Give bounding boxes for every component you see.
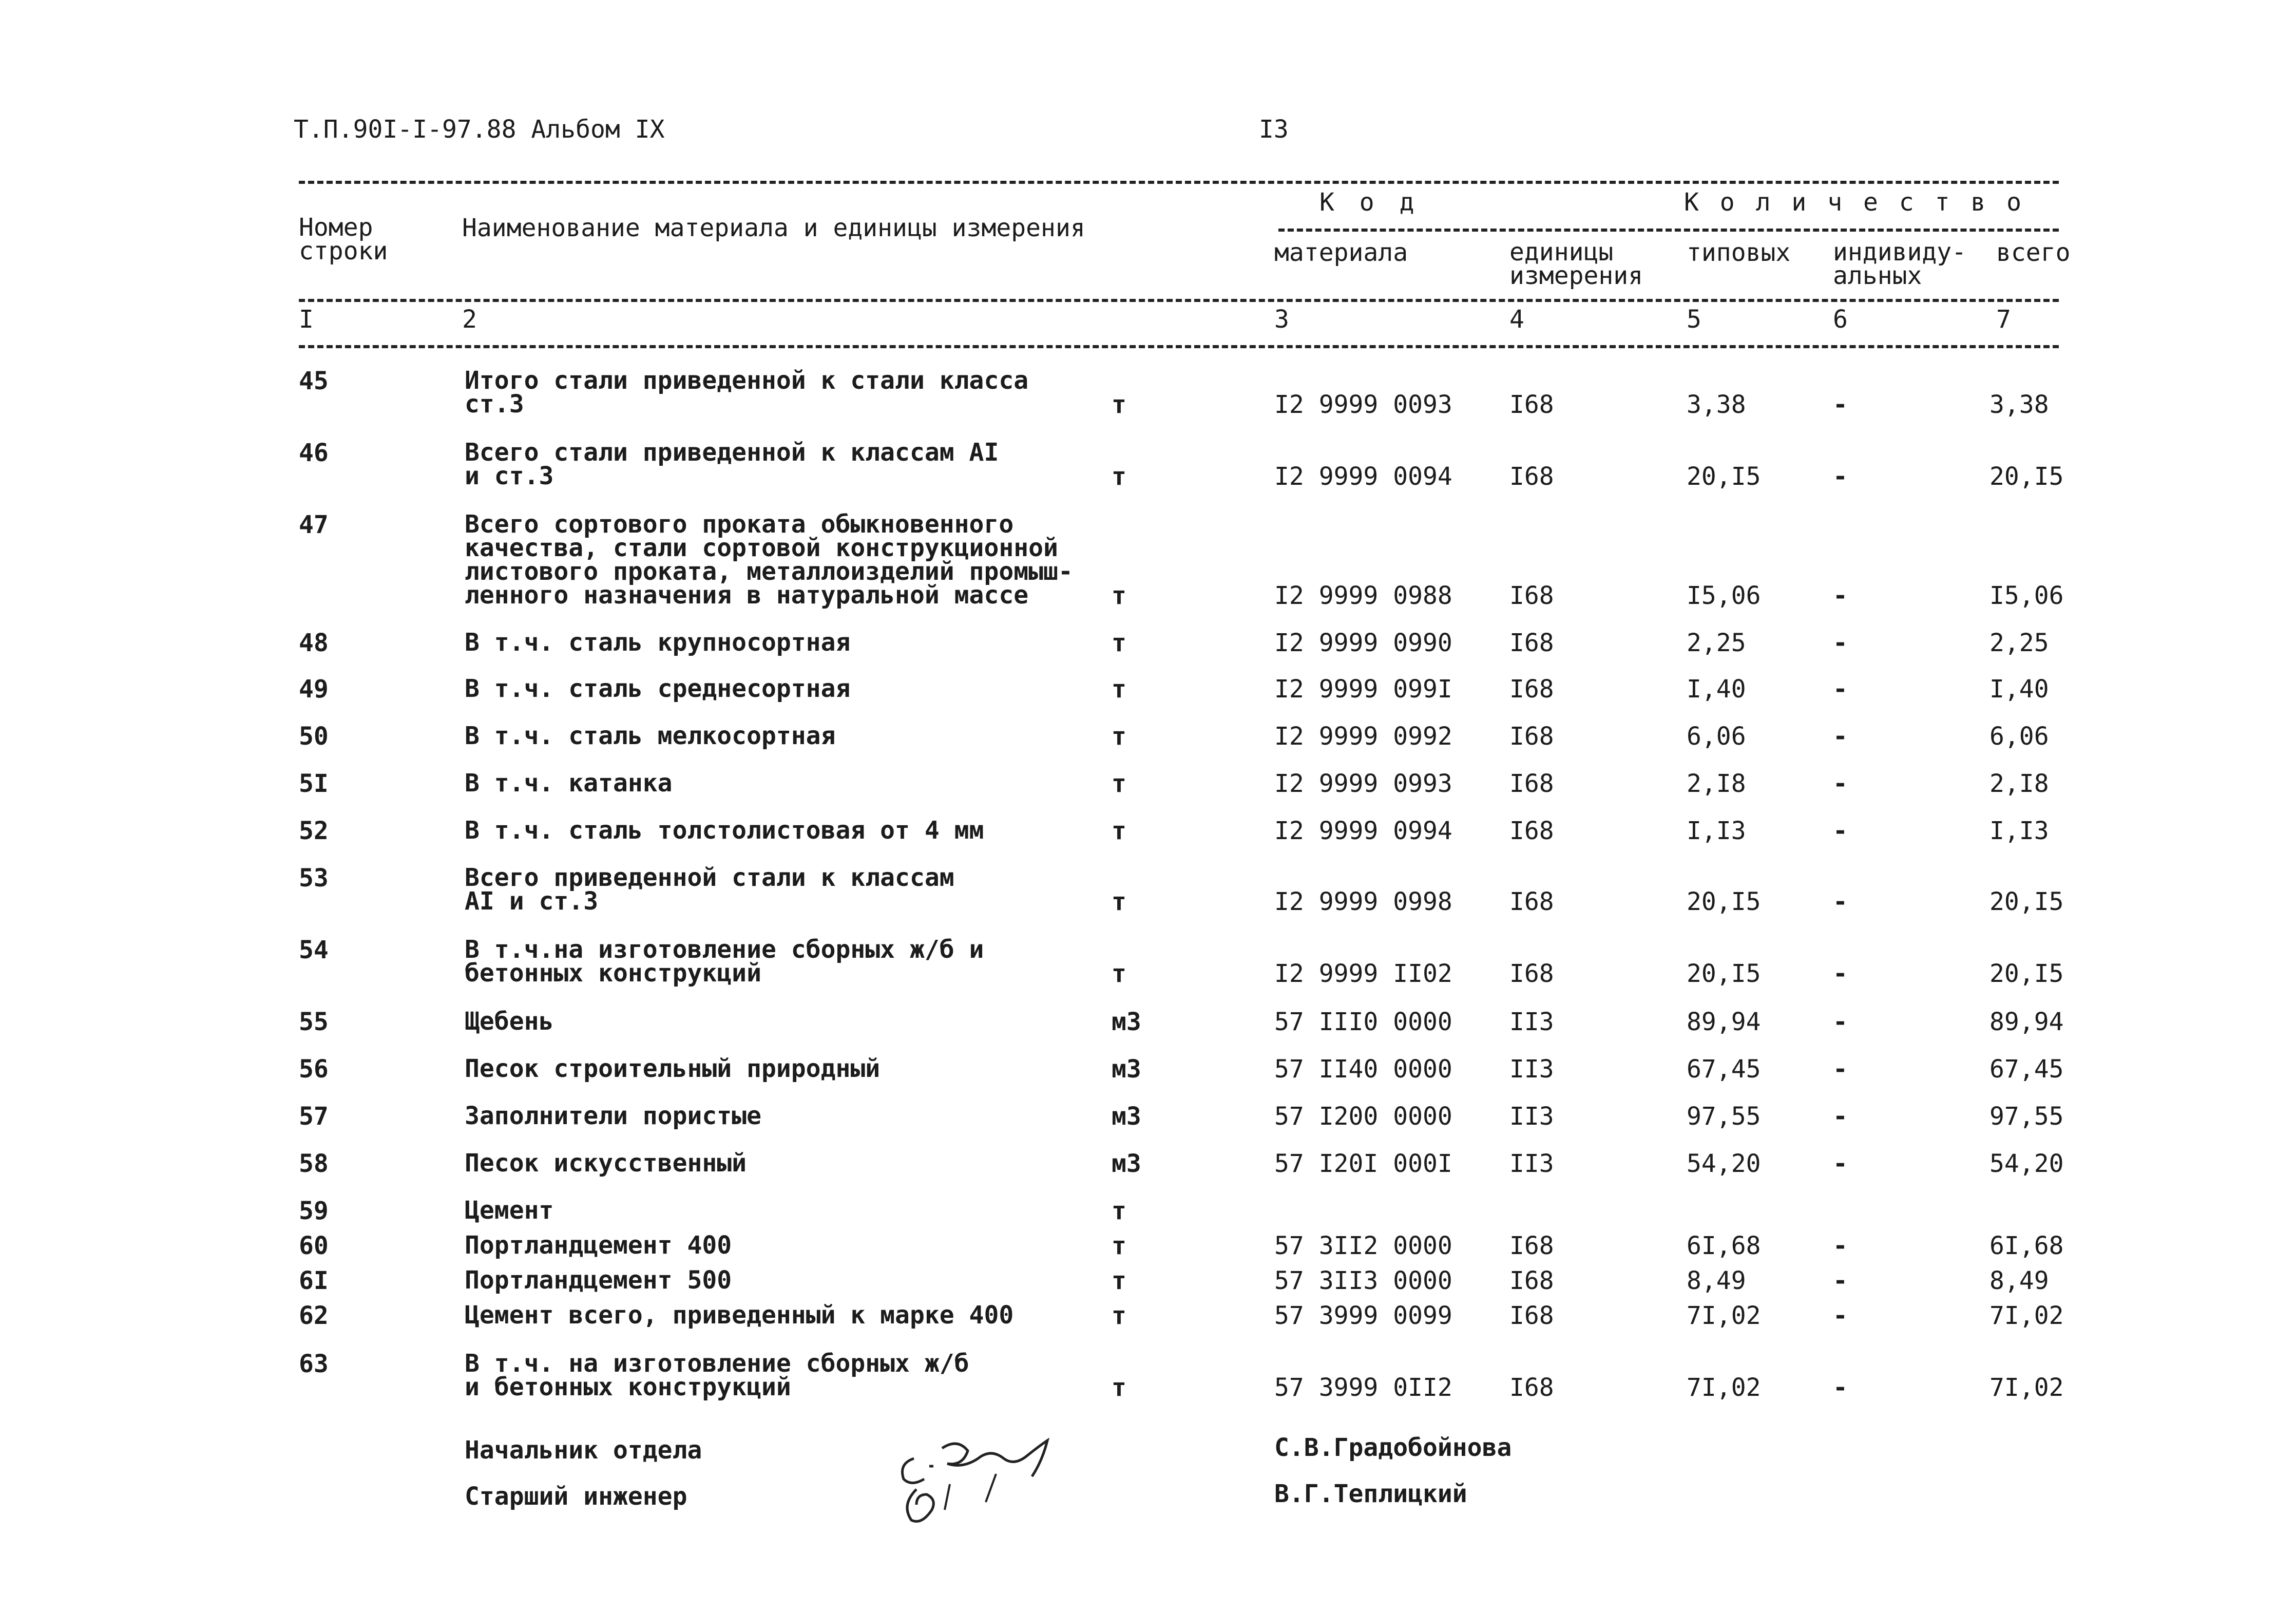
material-code: I2 9999 0998 <box>1274 887 1452 916</box>
header-code-group: К о д <box>1319 188 1420 217</box>
col-number-3: 3 <box>1274 305 1289 334</box>
qty-total: I,I3 <box>1989 817 2049 845</box>
qty-typical: 7I,02 <box>1687 1373 1761 1402</box>
unit-code: I68 <box>1509 887 1554 916</box>
material-name: Портландцемент 400 <box>465 1231 732 1260</box>
material-code: 57 3999 0II2 <box>1274 1373 1452 1402</box>
row-number: 52 <box>299 817 329 845</box>
material-name: Всего приведенной стали к классам AI и ст.3 <box>465 863 954 916</box>
header-material-name: Наименование материала и единицы измерения <box>462 214 1085 242</box>
unit: т <box>1112 1197 1126 1225</box>
material-name: Песок искусственный <box>465 1149 747 1178</box>
unit: т <box>1112 1231 1126 1260</box>
header-sub-rule <box>1278 229 2059 232</box>
material-code: I2 9999 0993 <box>1274 769 1452 798</box>
unit: т <box>1112 581 1126 610</box>
handwritten-signature <box>893 1428 1078 1530</box>
material-name: В т.ч. катанка <box>465 769 673 798</box>
qty-individual: - <box>1833 1266 1848 1295</box>
unit: т <box>1112 887 1126 916</box>
material-name: Итого стали приведенной к стали класса ст.3 <box>465 366 1029 419</box>
qty-individual: - <box>1833 581 1848 610</box>
material-name: В т.ч. сталь крупносортная <box>465 628 851 657</box>
qty-typical: 67,45 <box>1687 1055 1761 1084</box>
unit-code: II3 <box>1509 1008 1554 1036</box>
qty-individual: - <box>1833 1055 1848 1084</box>
qty-individual: - <box>1833 1231 1848 1260</box>
qty-typical: 2,I8 <box>1687 769 1746 798</box>
row-number: 6I <box>299 1266 329 1295</box>
material-name: В т.ч. сталь среднесортная <box>465 674 851 703</box>
qty-typical: 54,20 <box>1687 1149 1761 1178</box>
row-number: 58 <box>299 1149 329 1178</box>
col-number-7: 7 <box>1996 305 2011 334</box>
signer-1-position: Начальник отдела <box>465 1436 702 1465</box>
qty-total: 6,06 <box>1989 722 2049 751</box>
qty-total: 20,I5 <box>1989 959 2064 988</box>
material-code: I2 9999 099I <box>1274 675 1452 704</box>
row-number: 45 <box>299 367 329 395</box>
qty-typical: 97,55 <box>1687 1102 1761 1131</box>
material-name: Щебень <box>465 1007 554 1036</box>
row-number: 62 <box>299 1301 329 1330</box>
row-number: 54 <box>299 936 329 964</box>
qty-individual: - <box>1833 1102 1848 1131</box>
unit: т <box>1112 629 1126 657</box>
header-bottom-rule <box>299 345 2059 348</box>
material-code: 57 I200 0000 <box>1274 1102 1452 1131</box>
header-qty-typical: типовых <box>1687 238 1791 267</box>
unit: т <box>1112 722 1126 751</box>
signer-1-name: С.В.Градобойнова <box>1274 1433 1512 1462</box>
header-qty-total: всего <box>1996 238 2071 267</box>
material-code: I2 9999 0094 <box>1274 462 1452 491</box>
material-code: 57 3999 0099 <box>1274 1301 1452 1330</box>
unit-code: I68 <box>1509 722 1554 751</box>
material-code: I2 9999 II02 <box>1274 959 1452 988</box>
qty-total: 2,I8 <box>1989 769 2049 798</box>
unit: т <box>1112 1373 1126 1402</box>
qty-total: 7I,02 <box>1989 1301 2064 1330</box>
material-name: Всего сортового проката обыкновенного качества, стали сортовой конструкционной листового проката, металлоизделий промыш- ленного назначения в натуральной массе <box>465 510 1073 610</box>
row-number: 56 <box>299 1055 329 1084</box>
unit-code: I68 <box>1509 1301 1554 1330</box>
row-number: 60 <box>299 1231 329 1260</box>
qty-typical: 3,38 <box>1687 390 1746 419</box>
qty-individual: - <box>1833 1008 1848 1036</box>
signer-2-position: Старший инженер <box>465 1482 687 1511</box>
unit-code: I68 <box>1509 769 1554 798</box>
qty-individual: - <box>1833 1301 1848 1330</box>
material-code: 57 II40 0000 <box>1274 1055 1452 1084</box>
qty-total: 3,38 <box>1989 390 2049 419</box>
unit-code: II3 <box>1509 1149 1554 1178</box>
unit: м3 <box>1112 1008 1141 1036</box>
qty-total: 6I,68 <box>1989 1231 2064 1260</box>
unit-code: I68 <box>1509 462 1554 491</box>
unit-code: I68 <box>1509 581 1554 610</box>
unit: м3 <box>1112 1102 1141 1131</box>
material-code: 57 3II3 0000 <box>1274 1266 1452 1295</box>
col-number-1: I <box>299 305 314 334</box>
material-name: Заполнители пористые <box>465 1102 761 1130</box>
qty-total: 8,49 <box>1989 1266 2049 1295</box>
qty-individual: - <box>1833 722 1848 751</box>
qty-total: 67,45 <box>1989 1055 2064 1084</box>
row-number: 48 <box>299 629 329 657</box>
qty-typical: 20,I5 <box>1687 959 1761 988</box>
unit: м3 <box>1112 1149 1141 1178</box>
unit: т <box>1112 1266 1126 1295</box>
qty-individual: - <box>1833 462 1848 491</box>
material-name: В т.ч. сталь мелкосортная <box>465 722 836 750</box>
qty-total: 2,25 <box>1989 629 2049 657</box>
qty-total: 20,I5 <box>1989 887 2064 916</box>
material-name: Всего стали приведенной к классам AI и ст.3 <box>465 438 999 490</box>
unit-code: I68 <box>1509 1266 1554 1295</box>
qty-typical: 7I,02 <box>1687 1301 1761 1330</box>
qty-individual: - <box>1833 390 1848 419</box>
row-number: 55 <box>299 1008 329 1036</box>
header-top-rule <box>299 181 2059 184</box>
unit-code: I68 <box>1509 1373 1554 1402</box>
unit: т <box>1112 817 1126 845</box>
row-number: 50 <box>299 722 329 751</box>
qty-typical: 6,06 <box>1687 722 1746 751</box>
unit: м3 <box>1112 1055 1141 1084</box>
unit: т <box>1112 769 1126 798</box>
unit-code: I68 <box>1509 817 1554 845</box>
unit-code: I68 <box>1509 675 1554 704</box>
material-name: В т.ч. сталь толстолистовая от 4 мм <box>465 816 984 845</box>
material-code: 57 I20I 000I <box>1274 1149 1452 1178</box>
qty-typical: 20,I5 <box>1687 887 1761 916</box>
material-code: I2 9999 0992 <box>1274 722 1452 751</box>
header-qty-individual: индивиду- альных <box>1833 238 1967 290</box>
qty-total: I,40 <box>1989 675 2049 704</box>
col-number-6: 6 <box>1833 305 1848 334</box>
unit: т <box>1112 675 1126 704</box>
unit: т <box>1112 1301 1126 1330</box>
qty-typical: 2,25 <box>1687 629 1746 657</box>
header-row-number: Номер строки <box>299 213 388 266</box>
qty-individual: - <box>1833 769 1848 798</box>
qty-individual: - <box>1833 959 1848 988</box>
unit-code: I68 <box>1509 1231 1554 1260</box>
material-name: В т.ч. на изготовление сборных ж/б и бетонных конструкций <box>465 1349 969 1401</box>
qty-individual: - <box>1833 1149 1848 1178</box>
col-number-5: 5 <box>1687 305 1701 334</box>
qty-total: 97,55 <box>1989 1102 2064 1131</box>
material-code: I2 9999 0988 <box>1274 581 1452 610</box>
material-code: 57 3II2 0000 <box>1274 1231 1452 1260</box>
material-name: Песок строительный природный <box>465 1054 881 1083</box>
row-number: 46 <box>299 439 329 467</box>
unit: т <box>1112 959 1126 988</box>
material-code: I2 9999 0093 <box>1274 390 1452 419</box>
material-code: I2 9999 0994 <box>1274 817 1452 845</box>
qty-individual: - <box>1833 675 1848 704</box>
qty-total: I5,06 <box>1989 581 2064 610</box>
qty-total: 54,20 <box>1989 1149 2064 1178</box>
row-number: 53 <box>299 864 329 893</box>
material-code: I2 9999 0990 <box>1274 629 1452 657</box>
col-number-2: 2 <box>462 305 477 334</box>
row-number: 63 <box>299 1350 329 1378</box>
unit-code: II3 <box>1509 1055 1554 1084</box>
col-number-4: 4 <box>1509 305 1524 334</box>
document-id: Т.П.90I-I-97.88 Альбом IX <box>294 115 665 144</box>
row-number: 47 <box>299 510 329 539</box>
qty-typical: 8,49 <box>1687 1266 1746 1295</box>
qty-typical: I,I3 <box>1687 817 1746 845</box>
page-number: I3 <box>1259 115 1289 144</box>
header-code-material: материала <box>1274 238 1408 267</box>
row-number: 59 <box>299 1197 329 1225</box>
qty-individual: - <box>1833 629 1848 657</box>
qty-total: 89,94 <box>1989 1008 2064 1036</box>
header-mid-rule <box>299 299 2059 302</box>
unit: т <box>1112 462 1126 491</box>
qty-typical: 20,I5 <box>1687 462 1761 491</box>
qty-individual: - <box>1833 817 1848 845</box>
qty-individual: - <box>1833 887 1848 916</box>
signer-2-name: В.Г.Теплицкий <box>1274 1480 1467 1508</box>
material-name: Портландцемент 500 <box>465 1266 732 1295</box>
material-code: 57 III0 0000 <box>1274 1008 1452 1036</box>
row-number: 57 <box>299 1102 329 1131</box>
qty-typical: I,40 <box>1687 675 1746 704</box>
header-code-unit: единицы измерения <box>1509 238 1643 290</box>
material-name: Цемент <box>465 1196 554 1225</box>
unit-code: I68 <box>1509 629 1554 657</box>
qty-total: 7I,02 <box>1989 1373 2064 1402</box>
qty-typical: 6I,68 <box>1687 1231 1761 1260</box>
qty-typical: I5,06 <box>1687 581 1761 610</box>
qty-total: 20,I5 <box>1989 462 2064 491</box>
row-number: 5I <box>299 769 329 798</box>
qty-typical: 89,94 <box>1687 1008 1761 1036</box>
header-quantity-group: К о л и ч е с т в о <box>1684 188 2025 217</box>
unit-code: I68 <box>1509 390 1554 419</box>
unit-code: I68 <box>1509 959 1554 988</box>
unit-code: II3 <box>1509 1102 1554 1131</box>
unit: т <box>1112 390 1126 419</box>
material-name: В т.ч.на изготовление сборных ж/б и бетонных конструкций <box>465 935 984 988</box>
material-name: Цемент всего, приведенный к марке 400 <box>465 1301 1014 1330</box>
qty-individual: - <box>1833 1373 1848 1402</box>
row-number: 49 <box>299 675 329 704</box>
